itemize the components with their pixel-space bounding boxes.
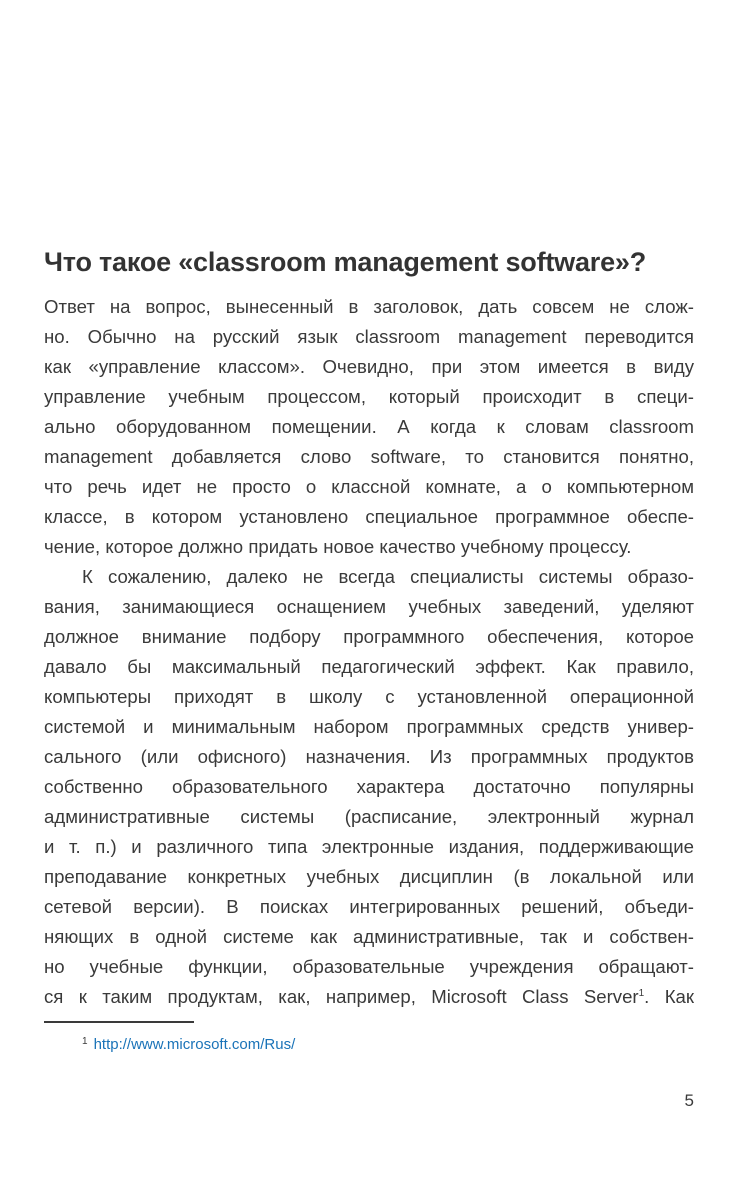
text-line: вания, занимающиеся оснащением учебных заведений, уделяют	[44, 596, 694, 617]
section-heading: Что такое «classroom management software»?	[44, 247, 647, 277]
document-page	[44, 0, 694, 1182]
text-line: управление учебным процессом, который происходит в специ-	[44, 386, 694, 407]
text-line: К сожалению, далеко не всегда специалисты системы образо-	[82, 566, 694, 587]
footnote-number: 1	[82, 1036, 88, 1047]
text-line: преподавание конкретных учебных дисциплин (в локальной или	[44, 866, 694, 887]
text-line: ально оборудованном помещении. А когда к словам classroom	[44, 416, 694, 437]
text-line: но. Обычно на русский язык classroom management переводится	[44, 326, 694, 347]
text-line: системой и минимальным набором программных средств универ-	[44, 716, 694, 737]
paragraph-1	[44, 292, 694, 562]
footnote-divider	[44, 1021, 194, 1023]
page-number: 5	[684, 1091, 694, 1110]
paragraph-2	[44, 562, 694, 1012]
text-line: должное внимание подбору программного обеспечения, которое	[44, 626, 694, 647]
text-line: классе, в котором установлено специальное программное обеспе-	[44, 506, 694, 527]
body-text	[44, 292, 694, 1012]
text-line: что речь идет не просто о классной комнате, а о компьютерном	[44, 476, 694, 497]
footnote-reference[interactable]: 1	[638, 988, 645, 999]
text-line: но учебные функции, образовательные учреждения обращают-	[44, 956, 694, 977]
text-line: чение, которое должно придать новое качество учебному процессу.	[44, 536, 632, 557]
text-line: и т. п.) и различного типа электронные издания, поддерживающие	[44, 836, 694, 857]
text-line: сетевой версии). В поисках интегрированных решений, объеди-	[44, 896, 694, 917]
footnote	[82, 1031, 295, 1056]
text-line: management добавляется слово software, то становится понятно,	[44, 446, 694, 467]
text-line: административные системы (расписание, электронный журнал	[44, 806, 694, 827]
text-line: няющих в одной системе как административные, так и собствен-	[44, 926, 694, 947]
text-fragment: ся к таким продуктам, как, например, Microsoft Class Server	[44, 986, 639, 1007]
text-line: компьютеры приходят в школу с установленной операционной	[44, 686, 694, 707]
text-fragment: . Как	[644, 986, 694, 1007]
text-line: собственно образовательного характера достаточно популярны	[44, 776, 694, 797]
text-line: давало бы максимальный педагогический эффект. Как правило,	[44, 656, 694, 677]
text-line: сального (или офисного) назначения. Из программных продуктов	[44, 746, 694, 767]
text-line: как «управление классом». Очевидно, при этом имеется в виду	[44, 356, 694, 377]
text-line: Ответ на вопрос, вынесенный в заголовок, дать совсем не слож-	[44, 296, 694, 317]
text-line	[44, 982, 694, 1012]
footnote-link[interactable]: http://www.microsoft.com/Rus/	[93, 1036, 296, 1053]
